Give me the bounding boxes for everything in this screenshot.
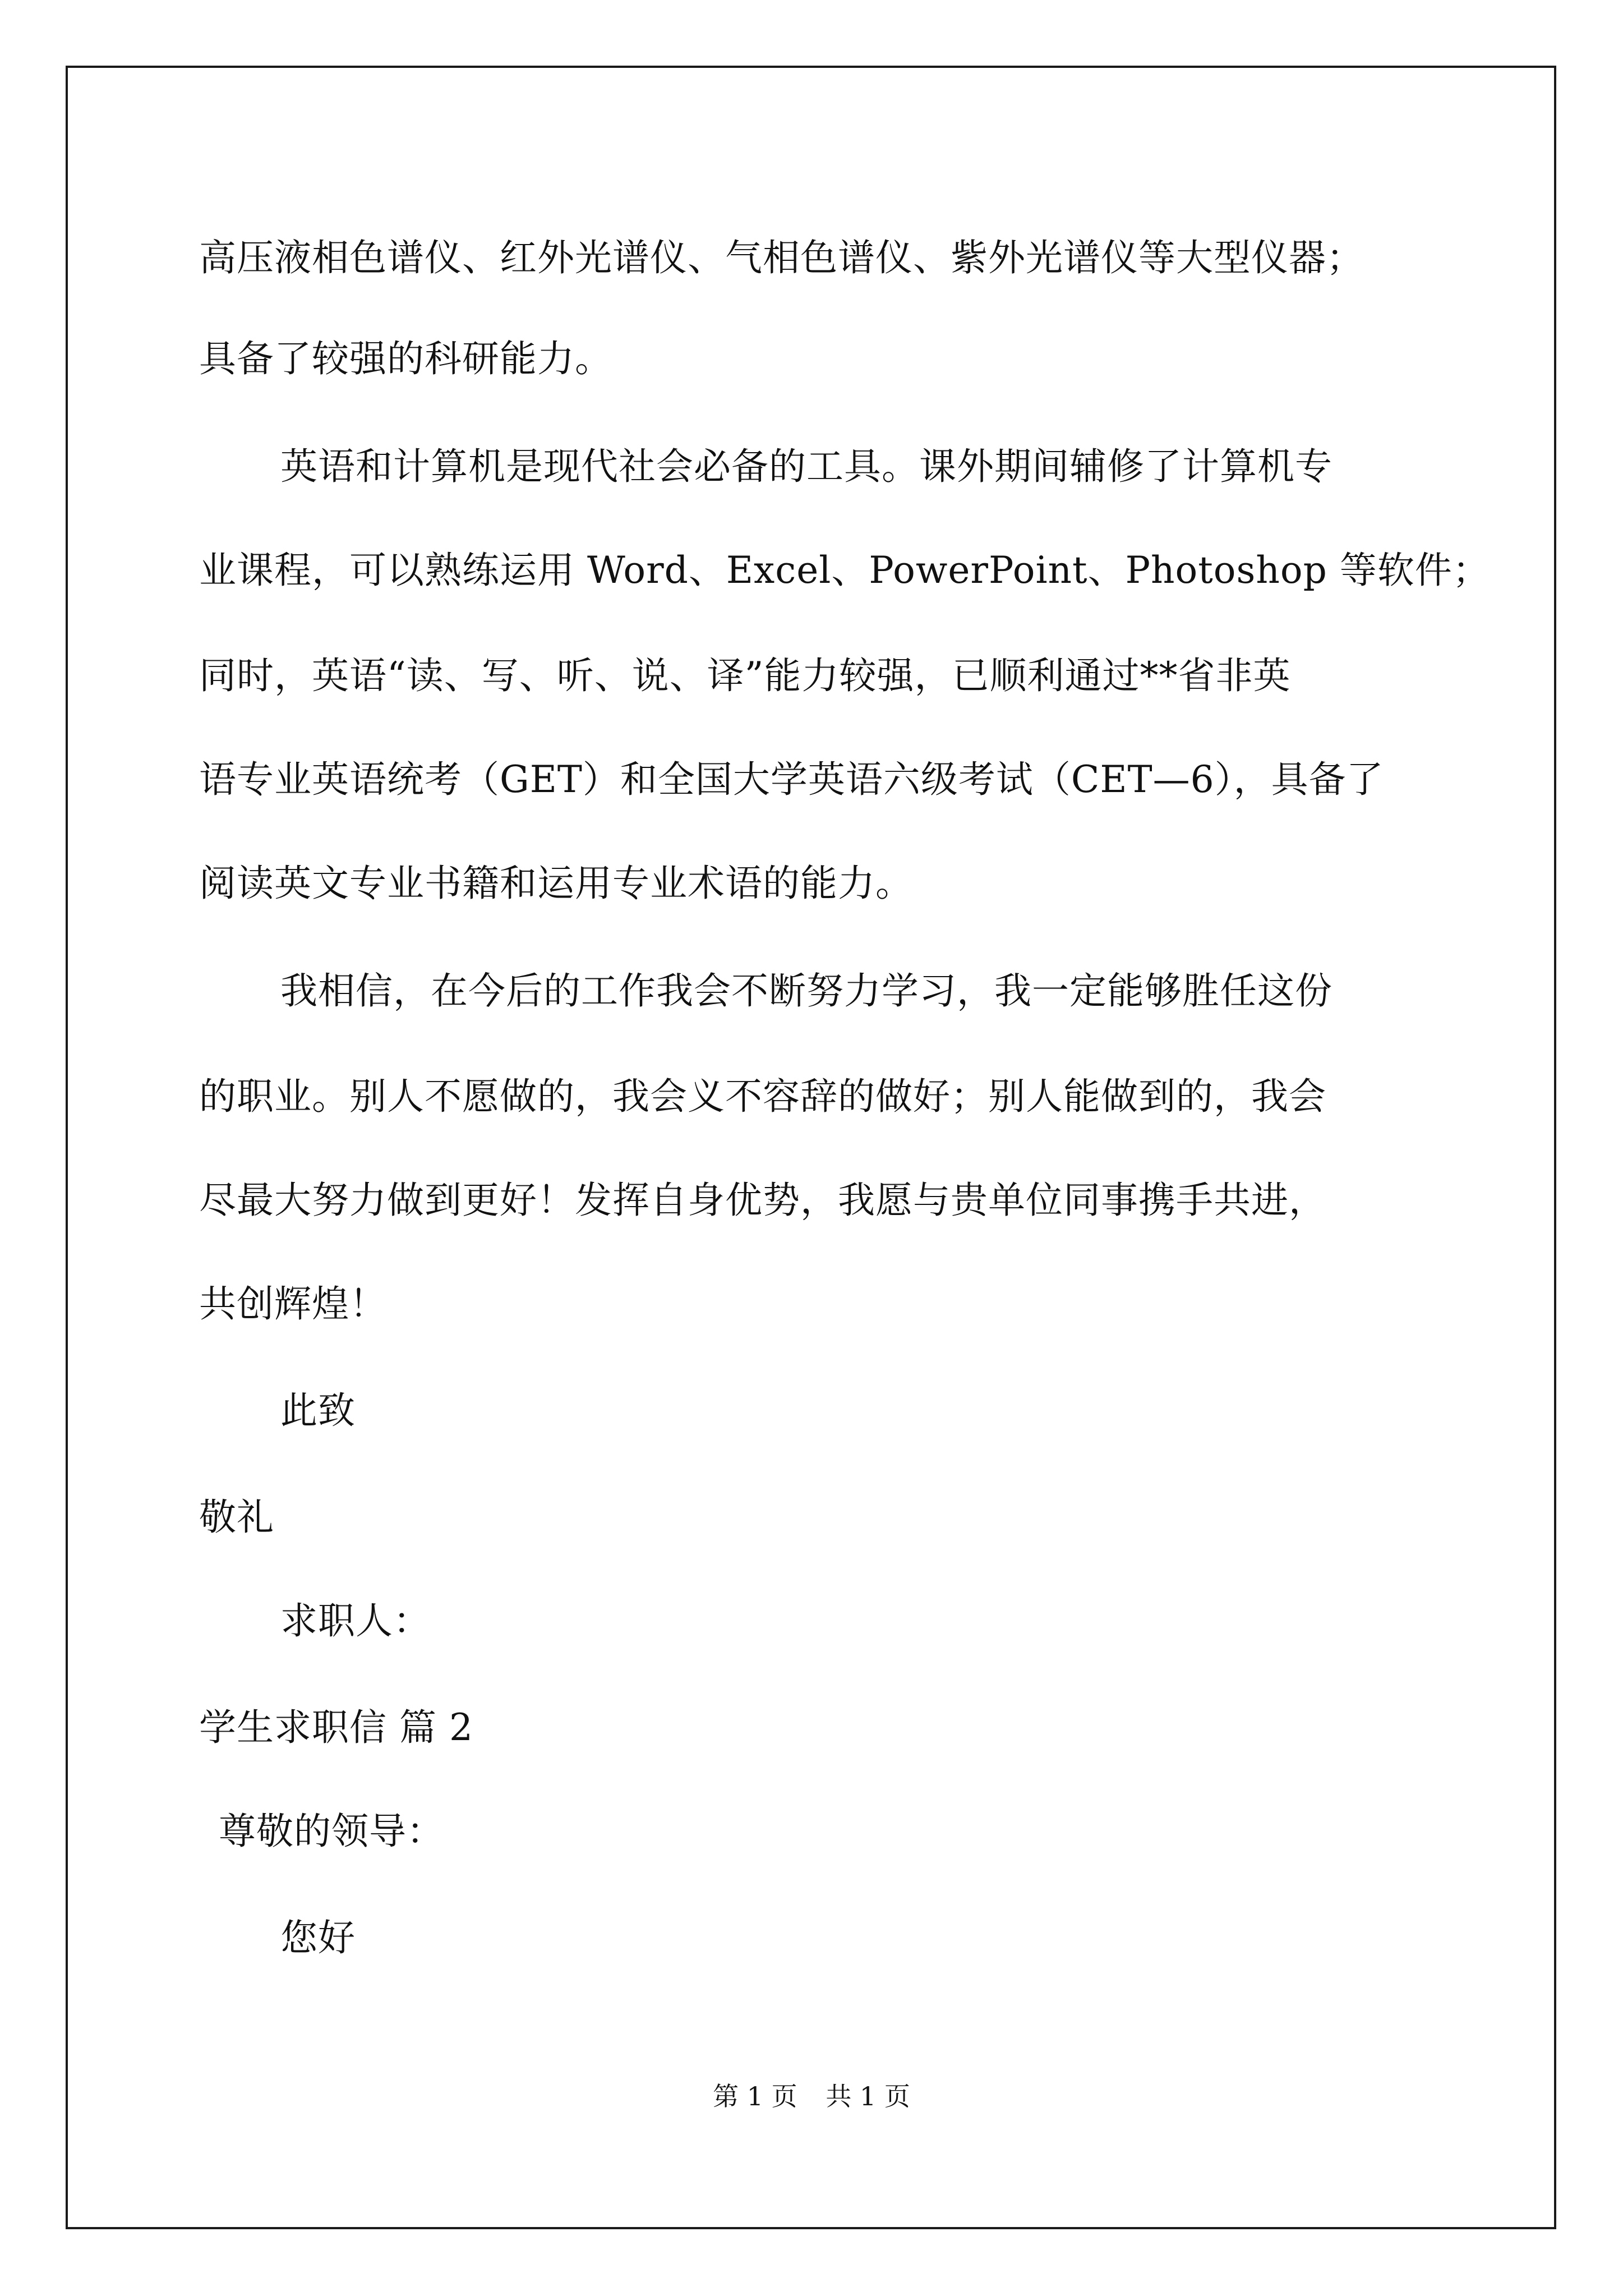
section-heading: 学生求职信 篇 2 xyxy=(199,1706,473,1749)
letter-greeting: 尊敬的领导： xyxy=(219,1810,444,1853)
page-number-total: 共 1 页 xyxy=(826,2081,910,2111)
page-border xyxy=(66,66,1556,2229)
text-line-3: 英语和计算机是现代社会必备的工具。课外期间辅修了计算机专 xyxy=(280,445,1332,488)
text-line-11: 共创辉煌！ xyxy=(199,1282,387,1326)
page-number-current: 第 1 页 xyxy=(713,2081,797,2111)
text-line-6: 语专业英语统考（GET）和全国大学英语六级考试（CET—6），具备了 xyxy=(199,758,1384,801)
text-line-9: 的职业。别人不愿做的，我会义不容辞的做好；别人能做到的，我会 xyxy=(199,1075,1326,1118)
text-line-1: 高压液相色谱仪、红外光谱仪、气相色谱仪、紫外光谱仪等大型仪器； xyxy=(199,236,1364,279)
page-footer xyxy=(0,2079,1623,2113)
text-line-8: 我相信，在今后的工作我会不断努力学习，我一定能够胜任这份 xyxy=(280,969,1332,1013)
text-line-2: 具备了较强的科研能力。 xyxy=(199,337,612,380)
text-line-10: 尽最大努力做到更好！发挥自身优势，我愿与贵单位同事携手共进， xyxy=(199,1179,1326,1222)
letter-hello: 您好 xyxy=(280,1916,356,1959)
text-line-7: 阅读英文专业书籍和运用专业术语的能力。 xyxy=(199,862,913,905)
salutation-regards: 敬礼 xyxy=(199,1496,274,1539)
text-line-4: 业课程，可以熟练运用 Word、Excel、PowerPoint、Photoshop 等软件； xyxy=(199,549,1490,592)
text-line-5: 同时，英语“读、写、听、说、译”能力较强，已顺利通过**省非英 xyxy=(199,654,1291,697)
applicant-signature-label: 求职人： xyxy=(280,1599,431,1642)
salutation-closing: 此致 xyxy=(280,1389,356,1432)
